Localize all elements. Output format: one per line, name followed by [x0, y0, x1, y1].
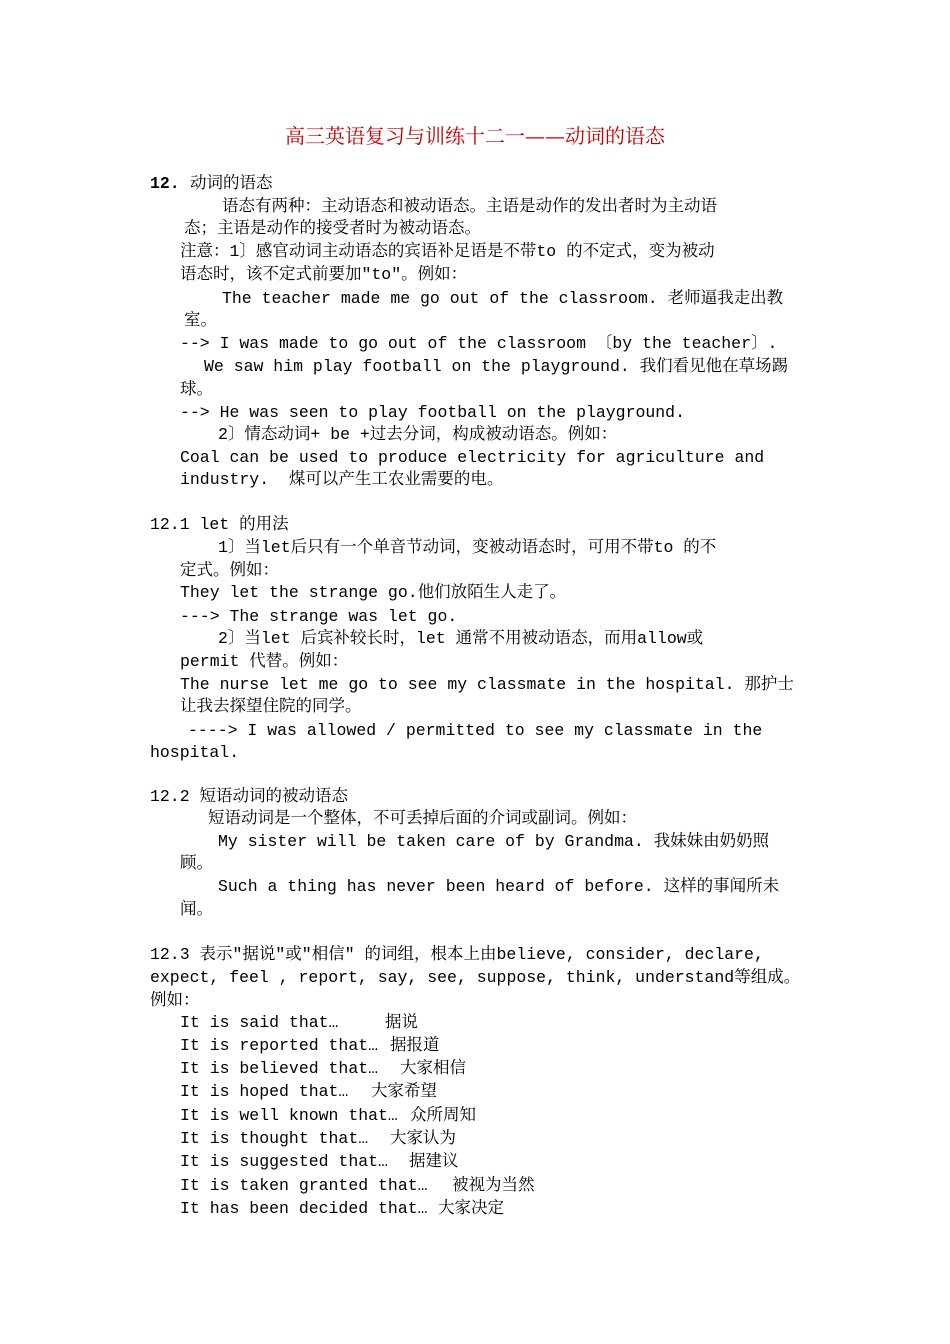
body-line: 顾。 [180, 854, 213, 873]
body-line: 定式。例如： [180, 561, 279, 580]
body-line: 闻。 [180, 900, 213, 919]
body-line: --> I was made to go out of the classroom 〔by the teacher〕. [180, 334, 778, 353]
body-line: The nurse let me go to see my classmate in the hospital. 那护士 [180, 675, 794, 694]
phrase-en: It is said that… [180, 1013, 339, 1032]
body-line: The teacher made me go out of the classroom. 老师逼我走出教 [222, 289, 784, 308]
body-line: industry. 煤可以产生工农业需要的电。 [180, 470, 504, 489]
body-line: permit 代替。例如： [180, 652, 349, 671]
body-line: hospital. [150, 743, 240, 762]
body-line: 1〕当let后只有一个单音节动词，变被动语态时，可用不带to 的不 [218, 538, 717, 557]
body-line: 语态时，该不定式前要加"to"。例如： [180, 265, 468, 284]
body-line: They let the strange go.他们放陌生人走了。 [180, 583, 567, 602]
phrase-zh: 据说 [385, 1013, 418, 1032]
body-line: 室。 [184, 311, 217, 330]
phrase-zh: 大家认为 [390, 1129, 456, 1148]
phrase-zh: 大家希望 [371, 1082, 437, 1101]
body-line: expect, feel , report, say, see, suppose, think, understand等组成。 [150, 968, 801, 987]
phrase-zh: 据报道 [390, 1036, 440, 1055]
body-line: --> He was seen to play football on the playground. [180, 403, 685, 422]
phrase-zh: 众所周知 [410, 1106, 476, 1125]
body-line: ---> The strange was let go. [180, 607, 458, 626]
section-12-3-heading: 12.3 表示"据说"或"相信" 的词组，根本上由believe, consider, declare, [150, 945, 764, 964]
body-line: 2〕当let 后宾补较长时，let 通常不用被动语态，而用allow或 [218, 629, 704, 648]
phrase-en: It is reported that… [180, 1036, 379, 1055]
section-12-number: 12. [150, 174, 180, 193]
body-line: 注意：1〕感官动词主动语态的宾语补足语是不带to 的不定式，变为被动 [180, 242, 715, 261]
phrase-en: It is hoped that… [180, 1082, 349, 1101]
phrase-zh: 据建议 [409, 1152, 459, 1171]
body-line: 短语动词是一个整体，不可丢掉后面的介词或副词。例如： [208, 809, 637, 828]
phrase-en: It has been decided that… [180, 1199, 428, 1218]
section-12-1-heading: 12.1 let 的用法 [150, 515, 289, 534]
body-line: 2〕情态动词+ be +过去分词，构成被动语态。例如： [218, 425, 618, 444]
body-line: ----> I was allowed / permitted to see my classmate in the [188, 721, 763, 740]
document-title: 高三英语复习与训练十二一——动词的语态 [285, 124, 665, 148]
body-line: 球。 [180, 380, 213, 399]
section-12-heading: 动词的语态 [190, 174, 273, 193]
body-line: 语态有两种：主动语态和被动语态。主语是动作的发出者时为主动语 [222, 197, 717, 216]
phrase-en: It is well known that… [180, 1106, 398, 1125]
phrase-zh: 被视为当然 [452, 1176, 535, 1195]
phrase-en: It is thought that… [180, 1129, 369, 1148]
body-line: 让我去探望住院的同学。 [180, 697, 362, 716]
phrase-en: It is suggested that… [180, 1152, 388, 1171]
body-line: My sister will be taken care of by Grandma. 我妹妹由奶奶照 [218, 832, 770, 851]
body-line: 态；主语是动作的接受者时为被动语态。 [184, 219, 481, 238]
body-line: We saw him play football on the playground. 我们看见他在草场踢 [204, 357, 789, 376]
phrase-en: It is believed that… [180, 1059, 379, 1078]
body-line: Such a thing has never been heard of before. 这样的事闻所未 [218, 877, 780, 896]
phrase-en: It is taken granted that… [180, 1176, 428, 1195]
body-line: Coal can be used to produce electricity for agriculture and [180, 448, 765, 467]
phrase-zh: 大家决定 [438, 1199, 504, 1218]
phrase-zh: 大家相信 [400, 1059, 466, 1078]
body-line: 例如： [150, 991, 200, 1010]
section-12-2-heading: 12.2 短语动词的被动语态 [150, 787, 349, 806]
